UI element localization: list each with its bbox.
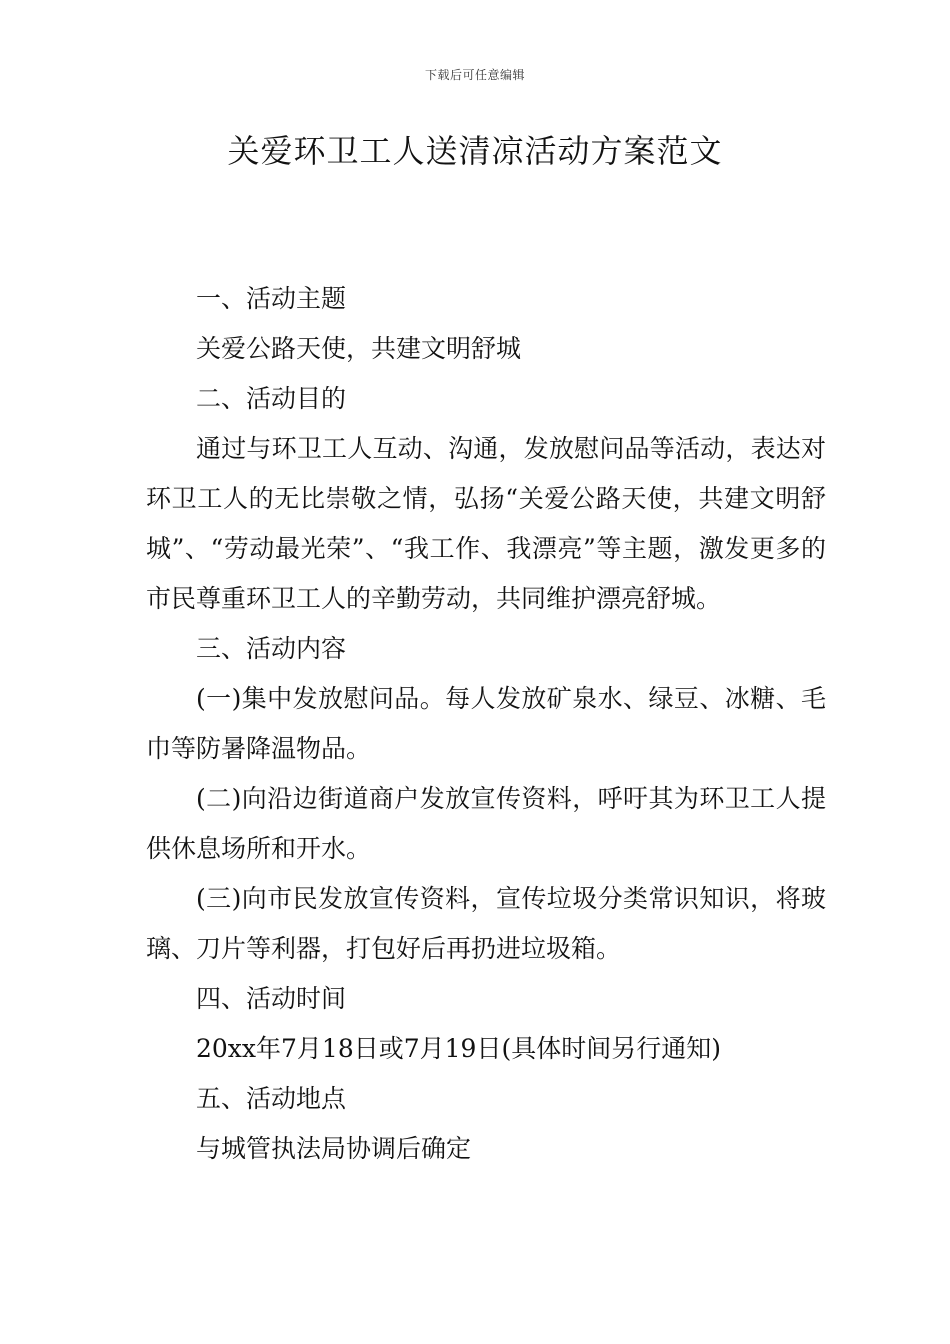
section-heading-content: 三、活动内容 [196,634,347,663]
document-title: 关爱环卫工人送清凉活动方案范文 [227,132,723,170]
document-body [146,274,826,1174]
paragraph-purpose: 通过与环卫工人互动、沟通，发放慰问品等活动，表达对环卫工人的无比崇敬之情，弘扬“关爱公路天使，共建文明舒城”、“劳动最光荣”、“我工作、我漂亮”等主题，激发更多的市民尊重环卫工人的辛勤劳动，共同维护漂亮舒城。 [146,434,826,613]
section-heading-purpose: 二、活动目的 [196,384,347,413]
paragraph-theme: 关爱公路天使，共建文明舒城 [196,334,522,363]
paragraph-time: 20xx年7月18日或7月19日(具体时间另行通知) [196,1034,721,1063]
section-heading-location: 五、活动地点 [196,1084,347,1113]
paragraph-location: 与城管执法局协调后确定 [196,1134,472,1163]
section-heading-theme: 一、活动主题 [196,284,347,313]
header-note: 下载后可任意编辑 [424,68,525,82]
paragraph-content-3: (三)向市民发放宣传资料，宣传垃圾分类常识知识，将玻璃、刀片等利器，打包好后再扔进垃圾箱。 [146,884,826,963]
paragraph-content-2: (二)向沿边街道商户发放宣传资料，呼吁其为环卫工人提供休息场所和开水。 [146,784,826,863]
section-heading-time: 四、活动时间 [196,984,347,1013]
paragraph-content-1: (一)集中发放慰问品。每人发放矿泉水、绿豆、冰糖、毛巾等防暑降温物品。 [146,684,826,763]
